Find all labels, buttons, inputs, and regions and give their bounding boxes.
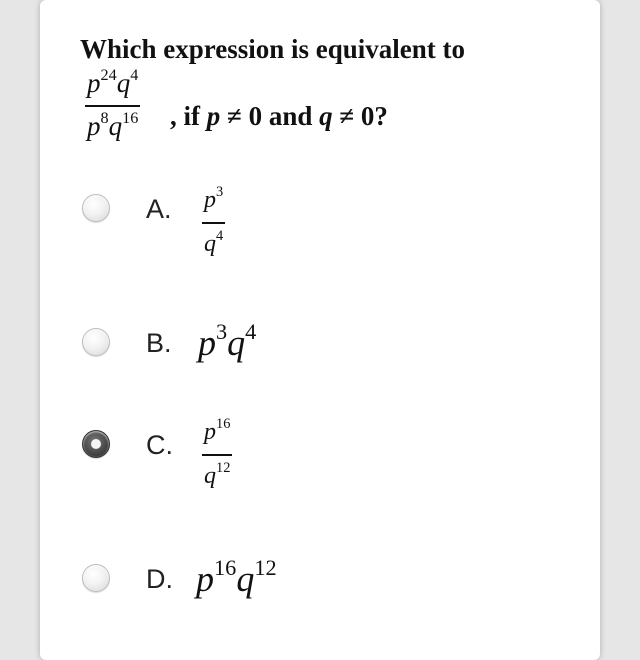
- option-d-letter: D.: [146, 564, 173, 594]
- question-prompt: Which expression is equivalent to: [80, 34, 466, 64]
- option-c-letter: C.: [146, 430, 173, 460]
- question-condition: , if p ≠ 0 and q ≠ 0?: [170, 101, 388, 131]
- option-d-radio[interactable]: [82, 564, 110, 592]
- question-text: [80, 34, 465, 65]
- question-denominator: $p^8q^{16}$: [87, 108, 139, 141]
- fraction-bar: [85, 105, 140, 107]
- option-b-radio[interactable]: [82, 328, 110, 356]
- option-b-letter: B.: [146, 328, 172, 358]
- option-b-expression: $p^3q^4$: [198, 318, 257, 363]
- option-c-expression: $\frac{p^{16}}{q^{12}}$: [204, 415, 231, 489]
- option-c-radio[interactable]: [82, 430, 110, 458]
- option-d-expression: $p^{16}q^{12}$: [196, 554, 277, 599]
- question-numerator: $p^{24}q^4$: [87, 65, 139, 98]
- option-a-radio[interactable]: [82, 194, 110, 222]
- radio-selected-dot: [91, 439, 101, 449]
- option-a-letter: A.: [146, 194, 172, 224]
- option-a-expression: $\frac{p^3}{q^4}$: [204, 183, 224, 257]
- question-fraction: [85, 65, 140, 142]
